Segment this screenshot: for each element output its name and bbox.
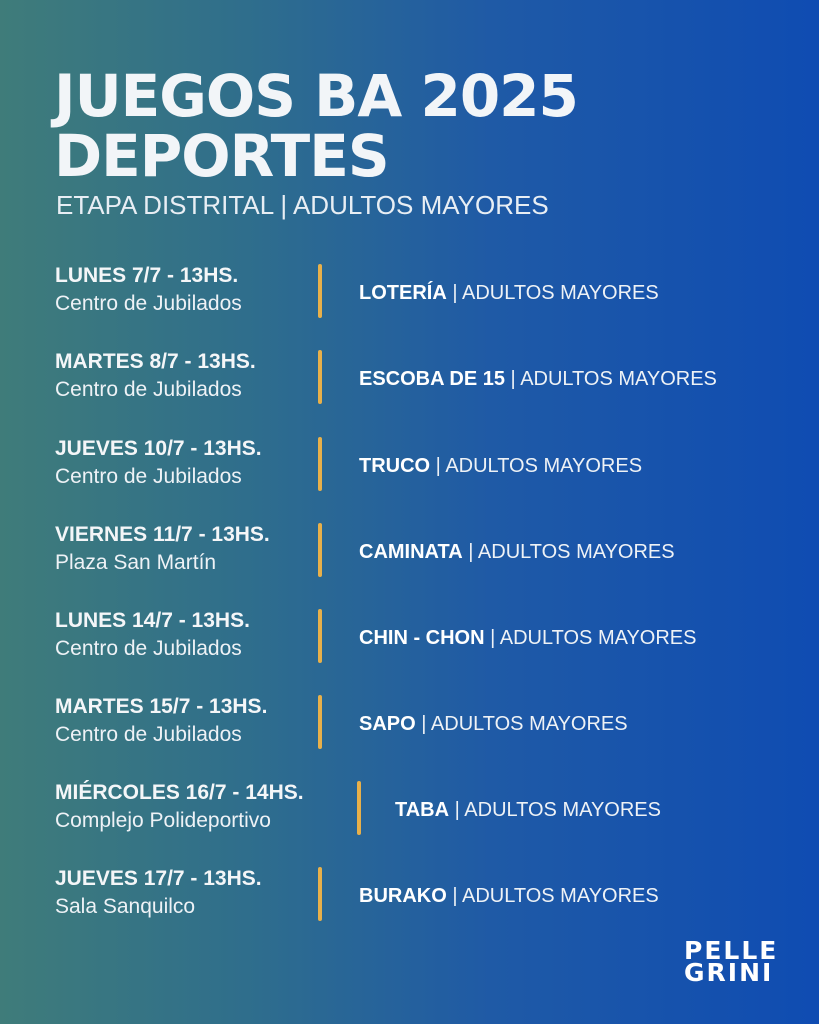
divider-bar <box>318 437 322 491</box>
divider-bar <box>318 350 322 404</box>
event-name: LOTERÍA <box>359 282 447 304</box>
schedule-place: Sala Sanquilco <box>55 895 196 918</box>
divider-bar <box>318 609 322 663</box>
event-category: ADULTOS MAYORES <box>464 799 661 821</box>
schedule-event: TRUCO | ADULTOS MAYORES <box>359 455 643 477</box>
schedule-event: CAMINATA | ADULTOS MAYORES <box>359 541 675 563</box>
schedule-place: Centro de Jubilados <box>55 292 242 315</box>
event-category: ADULTOS MAYORES <box>462 282 659 304</box>
page-title <box>54 62 578 190</box>
divider-bar <box>318 695 322 749</box>
divider-bar <box>318 523 322 577</box>
event-category: ADULTOS MAYORES <box>520 368 717 390</box>
schedule-place: Centro de Jubilados <box>55 637 242 660</box>
divider-bar <box>318 867 322 921</box>
schedule-place: Centro de Jubilados <box>55 465 242 488</box>
schedule-date: JUEVES 17/7 - 13HS. <box>55 867 262 890</box>
schedule-place: Complejo Polideportivo <box>55 809 271 832</box>
schedule-event: LOTERÍA | ADULTOS MAYORES <box>359 282 659 304</box>
schedule-event: SAPO | ADULTOS MAYORES <box>359 713 628 735</box>
divider-bar <box>357 781 361 835</box>
schedule-event: TABA | ADULTOS MAYORES <box>395 799 661 821</box>
page-subtitle: ETAPA DISTRITAL | ADULTOS MAYORES <box>56 190 549 220</box>
pellegrini-logo <box>684 936 779 990</box>
schedule-place: Plaza San Martín <box>55 551 217 574</box>
schedule-event: BURAKO | ADULTOS MAYORES <box>359 885 659 907</box>
title-line-2: DEPORTES <box>54 122 389 190</box>
schedule-event: ESCOBA DE 15 | ADULTOS MAYORES <box>359 368 717 390</box>
event-category: ADULTOS MAYORES <box>430 713 628 735</box>
logo-line-2: GRINI <box>684 958 774 987</box>
schedule-date: MIÉRCOLES 16/7 - 14HS. <box>55 781 304 804</box>
event-name: BURAKO <box>359 885 447 907</box>
event-category: ADULTOS MAYORES <box>445 455 643 477</box>
schedule-date: MARTES 15/7 - 13HS. <box>55 695 268 718</box>
schedule-date: LUNES 14/7 - 13HS. <box>55 609 250 632</box>
schedule-date: JUEVES 10/7 - 13HS. <box>55 437 262 460</box>
event-name: TABA <box>395 799 450 821</box>
event-name: TRUCO <box>359 455 431 477</box>
schedule-place: Centro de Jubilados <box>55 378 242 401</box>
title-line-1: JUEGOS BA 2025 <box>54 62 578 130</box>
schedule-place: Centro de Jubilados <box>55 723 242 746</box>
event-name: CHIN - CHON <box>359 627 485 649</box>
schedule-event: CHIN - CHON | ADULTOS MAYORES <box>359 627 697 649</box>
schedule-date: VIERNES 11/7 - 13HS. <box>55 523 270 546</box>
event-category: ADULTOS MAYORES <box>477 541 675 563</box>
event-name: ESCOBA DE 15 <box>359 368 505 390</box>
logo-line-1: PELLE <box>684 936 779 965</box>
schedule-date: MARTES 8/7 - 13HS. <box>55 350 256 373</box>
divider-bar <box>318 264 322 318</box>
event-category: ADULTOS MAYORES <box>462 885 659 907</box>
event-name: CAMINATA <box>359 541 463 563</box>
schedule-date: LUNES 7/7 - 13HS. <box>55 264 239 287</box>
event-category: ADULTOS MAYORES <box>499 627 697 649</box>
event-name: SAPO <box>359 713 416 735</box>
